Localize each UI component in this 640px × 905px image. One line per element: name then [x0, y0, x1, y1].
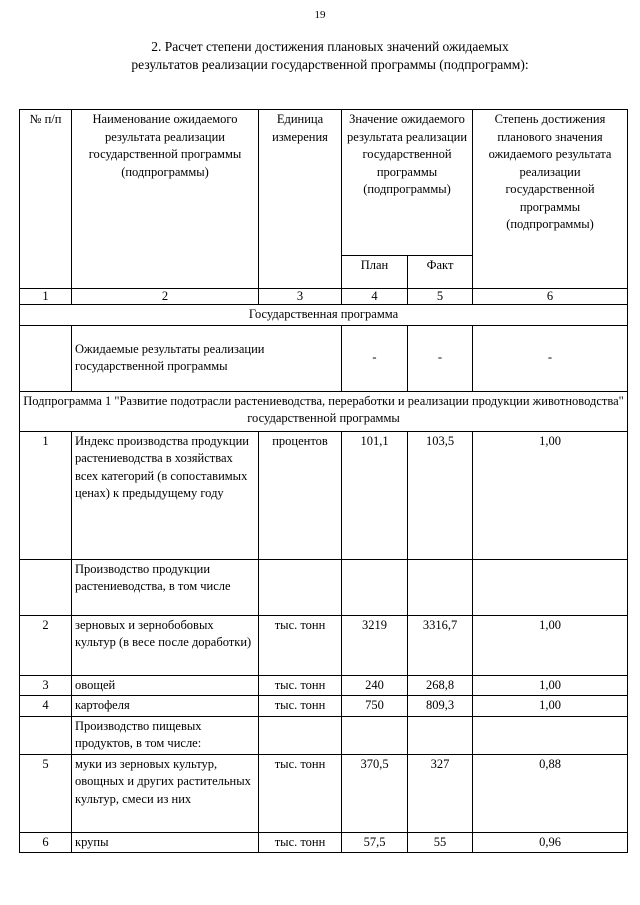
row-name: Производство продукции растениеводства, в том числе [72, 559, 259, 615]
row-num [20, 716, 72, 754]
row-fact: 327 [408, 754, 473, 832]
header-unit: Единица измерения [259, 110, 342, 289]
table-cell [20, 325, 72, 391]
row-degree [473, 716, 628, 754]
row-degree: 1,00 [473, 696, 628, 717]
row-name: Производство пищевых продуктов, в том числе: [72, 716, 259, 754]
row-unit: тыс. тонн [259, 615, 342, 675]
row-fact [408, 716, 473, 754]
row-fact: 103,5 [408, 431, 473, 559]
header-fact: Факт [408, 256, 473, 289]
subprogram-title: Подпрограмма 1 "Развитие подотрасли растениеводства, переработки и реализации продукции животноводства" государственной программы [20, 391, 628, 431]
row-unit [259, 559, 342, 615]
row-name: Индекс производства продукции растениеводства в хозяйствах всех категорий (в сопоставимых ценах) к предыдущему году [72, 431, 259, 559]
row-degree: 0,96 [473, 832, 628, 853]
row-num: 5 [20, 754, 72, 832]
page-number: 19 [314, 9, 326, 21]
row-plan: 240 [342, 675, 408, 696]
section-title: 2. Расчет степени достижения плановых значений ожидаемых результатов реализации государственной программы (подпрограмм): [131, 39, 529, 72]
row-unit: тыс. тонн [259, 675, 342, 696]
row-fact: 809,3 [408, 696, 473, 717]
row-plan [342, 716, 408, 754]
column-number: 6 [473, 289, 628, 305]
column-number: 4 [342, 289, 408, 305]
header-value: Значение ожидаемого результата реализации государственной программы (подпрограммы) [342, 110, 473, 256]
state-degree: - [473, 325, 628, 391]
row-plan: 3219 [342, 615, 408, 675]
row-num [20, 559, 72, 615]
row-plan: 750 [342, 696, 408, 717]
header-plan: План [342, 256, 408, 289]
row-name: картофеля [72, 696, 259, 717]
state-fact: - [408, 325, 473, 391]
row-fact [408, 559, 473, 615]
header-degree: Степень достижения планового значения ожидаемого результата реализации государственной программы (подпрограммы) [473, 110, 628, 289]
row-degree: 1,00 [473, 431, 628, 559]
row-num: 3 [20, 675, 72, 696]
results-table [19, 109, 628, 853]
row-plan: 101,1 [342, 431, 408, 559]
row-unit: тыс. тонн [259, 696, 342, 717]
column-number: 3 [259, 289, 342, 305]
row-degree: 1,00 [473, 675, 628, 696]
row-name: зерновых и зернобобовых культур (в весе после доработки) [72, 615, 259, 675]
row-num: 6 [20, 832, 72, 853]
row-unit: тыс. тонн [259, 754, 342, 832]
row-fact: 268,8 [408, 675, 473, 696]
row-name: овощей [72, 675, 259, 696]
row-plan: 57,5 [342, 832, 408, 853]
column-number: 5 [408, 289, 473, 305]
row-unit: тыс. тонн [259, 832, 342, 853]
row-name: муки из зерновых культур, овощных и других растительных культур, смеси из них [72, 754, 259, 832]
column-number: 1 [20, 289, 72, 305]
state-plan: - [342, 325, 408, 391]
row-fact: 3316,7 [408, 615, 473, 675]
row-num: 4 [20, 696, 72, 717]
state-results-label: Ожидаемые результаты реализации государственной программы [72, 325, 342, 391]
row-unit [259, 716, 342, 754]
row-degree [473, 559, 628, 615]
row-fact: 55 [408, 832, 473, 853]
row-degree: 0,88 [473, 754, 628, 832]
row-degree: 1,00 [473, 615, 628, 675]
row-name: крупы [72, 832, 259, 853]
row-num: 2 [20, 615, 72, 675]
row-unit: процентов [259, 431, 342, 559]
header-name: Наименование ожидаемого результата реализации государственной программы (подпрограммы) [72, 110, 259, 289]
row-plan: 370,5 [342, 754, 408, 832]
section-state-program: Государственная программа [20, 305, 628, 326]
column-number: 2 [72, 289, 259, 305]
row-plan [342, 559, 408, 615]
header-num: № п/п [20, 110, 72, 289]
row-num: 1 [20, 431, 72, 559]
